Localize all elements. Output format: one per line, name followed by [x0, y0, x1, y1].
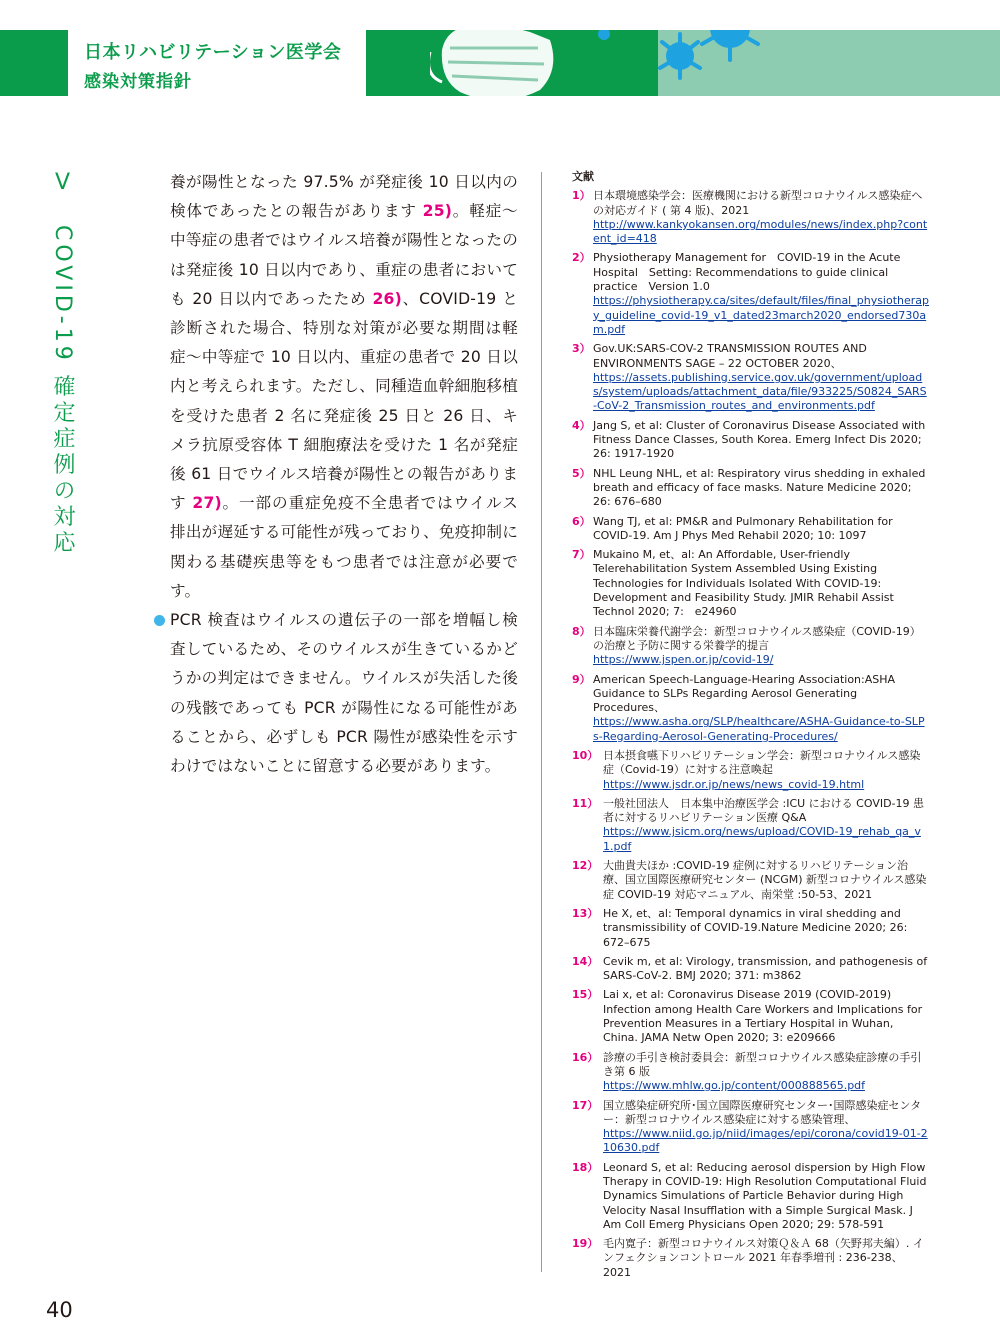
page-number: 40 [46, 1298, 73, 1322]
reference-number: 7） [572, 548, 591, 562]
reference-text: Mukaino M, et、al: An Affordable, User-friendly Telerehabilitation System Assembled Using Existing Technologies for Individuals Isolated With COVID-19: Development and Feasibility Study. JMIR Rehabil Assist Technol 2020; 7: e24960 [593, 548, 894, 619]
reference-item [572, 749, 930, 792]
reference-text: 日本摂食嚥下リハビリテーション学会：新型コロナウイルス感染症（Covid-19）に対する注意喚起 [603, 748, 921, 777]
chapter-title-vertical: Ⅴ COVID-19 確定症例の対応 [50, 170, 75, 557]
reference-number: 1） [572, 189, 591, 203]
reference-number: 11） [572, 796, 599, 810]
text-segment: 。軽症〜中等症の患者ではウイルス培養が陽性となったのは発症後 10 日以内であり、重症の患者においても 20 日以内であったため [170, 202, 518, 308]
text-segment: 、COVID-19 と診断された場合、特別な対策が必要な期間は軽症〜中等症で 10 日以内、重症の患者で 20 日以内と考えられます。ただし、同種造血幹細胞移植を受けた患者 2 名に発症後 25 日と 26 日、キメラ抗原受容体 T 細胞療法を受けた 1 名が発症後 61 日でウイルス培養が陽性との報告があります [170, 289, 518, 513]
reference-text: 毛内寛子：新型コロナウイルス対策Ｑ＆Ａ 68（矢野邦夫編）. インフェクションコントロール 2021 年春季増刊 : 236-238、2021 [603, 1237, 924, 1279]
reference-link[interactable]: http://www.kankyokansen.org/modules/news/index.php?content_id=418 [593, 217, 928, 246]
reference-link[interactable]: https://www.mhlw.go.jp/content/000888565.pdf [603, 1079, 866, 1093]
main-text [170, 168, 518, 781]
bullet-text: PCR 検査はウイルスの遺伝子の一部を増幅し検査しているため、そのウイルスが生きているかどうかの判定はできません。ウイルスが失活した後の残骸であっても PCR が陽性になる可能性があることから、必ずしも PCR 陽性が感染性を示すわけではないことに留意する必要があります。 [170, 611, 518, 776]
reference-item [572, 1237, 930, 1280]
reference-number: 6） [572, 514, 591, 528]
reference-number: 5） [572, 466, 591, 480]
reference-number: 18） [572, 1160, 599, 1174]
reference-text: Leonard S, et al: Reducing aerosol dispersion by High Flow Therapy in COVID-19: High Resolution Computational Fluid Dynamics Simulations of Particle Behavior during High Velocity Nasal Insufflation with a Simple Surgical Mask. J Am Coll Emerg Physicians Open 2020; 29: 578-591 [603, 1160, 927, 1231]
reference-link[interactable]: https://www.asha.org/SLP/healthcare/ASHA-Guidance-to-SLPs-Regarding-Aerosol-Generating-Procedures/ [593, 715, 925, 743]
reference-number: 10） [572, 748, 599, 762]
reference-text: Gov.UK:SARS-COV-2 TRANSMISSION ROUTES AND ENVIRONMENTS SAGE – 22 OCTOBER 2020、 [593, 342, 867, 370]
reference-link[interactable]: https://www.jspen.or.jp/covid-19/ [593, 653, 774, 667]
reference-link[interactable]: https://physiotherapy.ca/sites/default/files/final_physiotherapy_guideline_covid-19_v1_dated23march2020_endorsed730am.pdf [593, 294, 930, 336]
reference-number: 15） [572, 988, 599, 1002]
reference-item [572, 988, 930, 1045]
citation-26: 26) [372, 289, 402, 308]
citation-25: 25) [422, 202, 453, 221]
reference-item [572, 467, 930, 510]
reference-item [572, 1051, 930, 1094]
reference-number: 3） [572, 342, 591, 356]
reference-number: 17） [572, 1098, 599, 1112]
reference-text: NHL Leung NHL, et al: Respiratory virus shedding in exhaled breath and efficacy of face masks. Nature Medicine 2020; 26: 676–680 [593, 466, 926, 509]
reference-text: 診療の手引き検討委員会：新型コロナウイルス感染症診療の手引き第 6 版 [603, 1050, 922, 1078]
reference-number: 4） [572, 418, 591, 432]
reference-text: 一般社団法人 日本集中治療医学会 :ICU における COVID-19 患者に対するリハビリテーション医療 Q&A [603, 796, 925, 825]
bullet-dot-icon [154, 615, 165, 626]
column-divider [541, 172, 542, 1272]
reference-item [572, 189, 930, 246]
reference-text: 大曲貴夫ほか :COVID-19 症例に対するリハビリテーション治療、国立国際医療研究センター (NCGM) 新型コロナウイルス感染症 COVID-19 対応マニュアル、南栄堂 :50-53、2021 [603, 859, 927, 901]
reference-text: Cevik m, et al: Virology, transmission, and pathogenesis of SARS-CoV-2. BMJ 2020; 371: m3862 [603, 954, 928, 983]
paragraph [170, 168, 518, 606]
page-header [0, 30, 1000, 96]
reference-number: 19） [572, 1237, 599, 1251]
header-subtitle: 感染対策指針 [84, 72, 192, 92]
reference-text: Wang TJ, et al: PM&R and Pulmonary Rehabilitation for COVID-19. Am J Phys Med Rehabil 2020; 10: 1097 [593, 514, 893, 542]
reference-text: American Speech-Language-Hearing Association:ASHA Guidance to SLPs Regarding Aerosol Generating Procedures、 [593, 672, 896, 715]
reference-link[interactable]: https://www.jsicm.org/news/upload/COVID-19_rehab_qa_v1.pdf [603, 825, 921, 853]
header-title: 日本リハビリテーション医学会 [84, 42, 342, 63]
reference-text: Lai x, et al: Coronavirus Disease 2019 (COVID-2019) Infection among Health Care Workers and Implications for Prevention Measures in a Tertiary Hospital in Wuhan, China. JAMA Netw Open 2020; 3: e209666 [603, 988, 923, 1045]
text-segment: 。一部の重症免疫不全患者ではウイルス排出が遅延する可能性が残っており、免疫抑制に関わる基礎疾患等をもつ患者では注意が必要です。 [170, 494, 519, 600]
reference-item [572, 1161, 930, 1232]
reference-text: 日本臨床栄養代謝学会：新型コロナウイルス感染症（COVID-19）の治療と予防に関する栄養学的提言 [593, 624, 921, 652]
citation-27: 27) [192, 494, 222, 513]
reference-number: 8） [572, 624, 591, 638]
reference-number: 14） [572, 954, 599, 968]
reference-item [572, 907, 930, 950]
reference-number: 9） [572, 672, 591, 686]
reference-number: 16） [572, 1050, 599, 1064]
reference-link[interactable]: https://assets.publishing.service.gov.uk/government/uploads/system/uploads/attachment_data/file/933225/S0824_SARS-CoV-2_Transmission_routes_and_environments.pdf [593, 370, 927, 413]
references-heading: 文献 [572, 170, 594, 183]
reference-item [572, 797, 930, 854]
reference-item [572, 342, 930, 413]
references-items [572, 189, 930, 1280]
references-list [572, 170, 930, 1285]
reference-number: 12） [572, 859, 599, 873]
text-segment: 養が陽性となった 97.5% が発症後 10 日以内の検体であったとの報告があります [170, 173, 518, 221]
reference-number: 2） [572, 251, 591, 265]
reference-item [572, 548, 930, 619]
reference-item [572, 419, 930, 462]
mask-virus-illustration [430, 30, 770, 96]
reference-item [572, 251, 930, 337]
reference-number: 13） [572, 906, 599, 920]
reference-link[interactable]: https://www.niid.go.jp/niid/images/epi/corona/covid19-01-210630.pdf [603, 1127, 928, 1155]
reference-item [572, 1099, 930, 1156]
reference-item [572, 673, 930, 744]
reference-item [572, 859, 930, 902]
reference-text: 日本環境感染学会：医療機関における新型コロナウイルス感染症への対応ガイド ( 第 4 版)、2021 [593, 189, 923, 217]
reference-item [572, 955, 930, 984]
reference-text: 国立感染症研究所･国立国際医療研究センター･国際感染症センター：新型コロナウイルス感染症に対する感染管理、 [603, 1098, 922, 1126]
reference-item [572, 625, 930, 668]
reference-text: He X, et、al: Temporal dynamics in viral shedding and transmissibility of COVID-19.Nature Medicine 2020; 26: 672–675 [603, 906, 908, 949]
reference-text: Jang S, et al: Cluster of Coronavirus Disease Associated with Fitness Dance Classes, South Korea. Emerg Infect Dis 2020; 26: 1917-1920 [593, 418, 926, 461]
reference-link[interactable]: https://www.jsdr.or.jp/news/news_covid-19.html [603, 777, 865, 791]
reference-text: Physiotherapy Management for COVID-19 in the Acute Hospital Setting: Recommendations to guide clinical practice Version 1.0 [593, 251, 901, 294]
reference-item [572, 515, 930, 544]
bullet-item [170, 606, 518, 781]
